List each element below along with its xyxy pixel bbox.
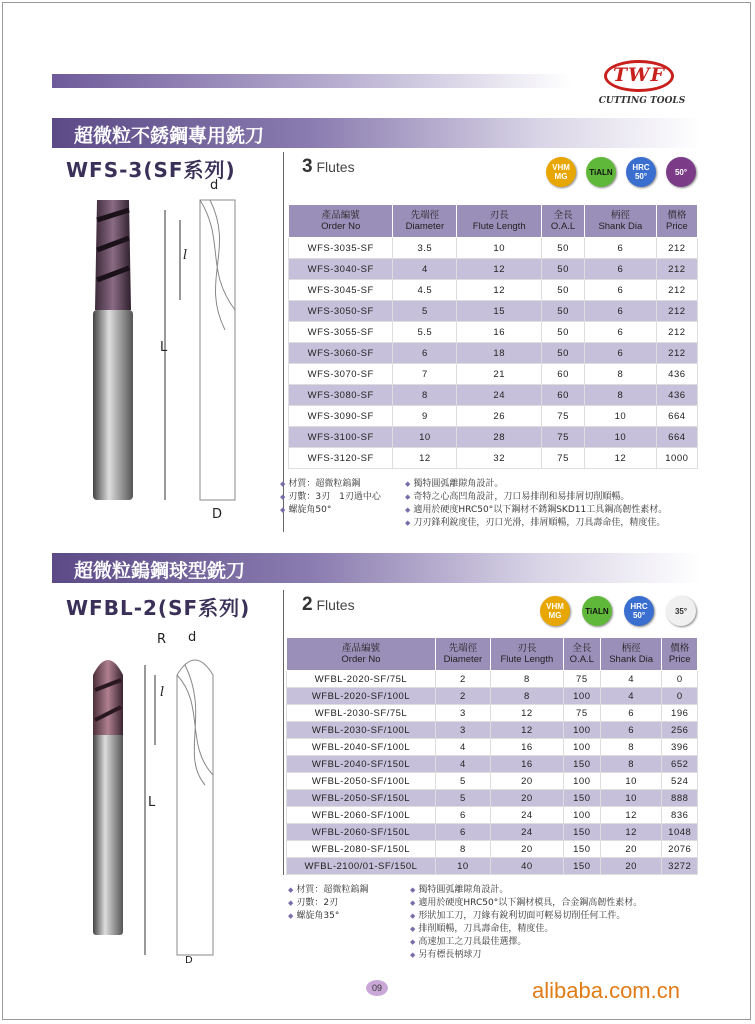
table-cell: 21	[457, 364, 542, 385]
table-cell: 16	[457, 322, 542, 343]
table-cell: 12	[457, 259, 542, 280]
note-item: ◆ 材質：超微粒鎢鋼	[288, 884, 368, 897]
table-cell: 2076	[662, 841, 698, 858]
table-cell: 212	[656, 238, 697, 259]
table-cell: WFBL-2100/01-SF/150L	[287, 858, 436, 875]
table-cell: 3	[435, 705, 490, 722]
table-cell: 664	[656, 427, 697, 448]
section2-title-bar	[52, 553, 702, 583]
table-cell: 10	[393, 427, 457, 448]
table-cell: 6	[585, 301, 657, 322]
section1-title: 超微粒不銹鋼專用銑刀	[74, 125, 265, 147]
note-item: ◆ 刀刃鋒利銳度佳，刃口光滑，排屑順暢，刀具壽命佳，精度佳。	[405, 517, 667, 530]
table-row	[287, 739, 698, 756]
table-cell: 6	[600, 705, 662, 722]
column-header: 價格 Price	[662, 638, 698, 671]
table-row	[287, 807, 698, 824]
table-cell: 150	[563, 756, 600, 773]
table-row	[287, 773, 698, 790]
table-row	[287, 824, 698, 841]
column-header: 刃長 Flute Length	[490, 638, 563, 671]
table-cell: 24	[490, 824, 563, 841]
table-row	[289, 448, 698, 469]
table-row	[289, 427, 698, 448]
table-cell: 2	[435, 671, 490, 688]
table-cell: 4	[600, 688, 662, 705]
note-item: ◆ 刃數：3刃 1刃過中心	[280, 491, 381, 504]
section1-spec-table	[288, 204, 698, 469]
column-header: 價格 Price	[656, 205, 697, 238]
logo-text: TWF	[613, 64, 665, 86]
table-cell: 32	[457, 448, 542, 469]
dim-D: D	[212, 507, 223, 522]
flutes-number: 3	[302, 156, 313, 177]
note-item: ◆ 適用於硬度HRC50°以下鋼材不銹鋼SKD11工具鋼高韌性素材。	[405, 504, 667, 517]
table-cell: 3	[435, 722, 490, 739]
table-cell: WFBL-2030-SF/75L	[287, 705, 436, 722]
table-cell: 75	[563, 705, 600, 722]
note-item: ◆ 螺旋角50°	[280, 504, 381, 517]
table-cell: 9	[393, 406, 457, 427]
table-row	[289, 406, 698, 427]
logo-subtitle: CUTTING TOOLS	[598, 96, 686, 106]
table-cell: WFBL-2050-SF/100L	[287, 773, 436, 790]
table-cell: 5	[435, 790, 490, 807]
table-cell: 12	[585, 448, 657, 469]
table-cell: 5.5	[393, 322, 457, 343]
column-header: 全長 O.A.L	[542, 205, 585, 238]
ball-mill-illustration	[85, 645, 275, 965]
dim-L: L	[148, 795, 156, 810]
table-header	[287, 638, 698, 671]
helix-angle-badge: 35°	[666, 596, 696, 626]
table-cell: WFS-3050-SF	[289, 301, 393, 322]
table-row	[287, 858, 698, 875]
column-header: 先端徑 Diameter	[393, 205, 457, 238]
table-cell: WFS-3100-SF	[289, 427, 393, 448]
table-cell: 50	[542, 280, 585, 301]
table-cell: 396	[662, 739, 698, 756]
table-cell: 150	[563, 841, 600, 858]
dim-d: d	[188, 630, 197, 645]
table-cell: 2	[435, 688, 490, 705]
table-cell: 4	[393, 259, 457, 280]
table-cell: WFBL-2060-SF/150L	[287, 824, 436, 841]
table-cell: 6	[585, 259, 657, 280]
watermark: alibaba.com.cn	[532, 978, 680, 1003]
table-cell: 6	[585, 280, 657, 301]
table-row	[287, 688, 698, 705]
table-cell: 75	[542, 427, 585, 448]
table-cell: WFBL-2080-SF/150L	[287, 841, 436, 858]
table-cell: 100	[563, 773, 600, 790]
note-item: ◆ 形狀加工刀，刀緣有銳利切面可輕易切削任何工件。	[410, 910, 642, 923]
table-cell: 50	[542, 259, 585, 280]
column-header: 刃長 Flute Length	[457, 205, 542, 238]
vhm-badge: VHM MG	[540, 596, 570, 626]
table-cell: 8	[600, 756, 662, 773]
note-item: ◆ 獨特圓弧離隙角設計。	[405, 478, 667, 491]
table-cell: 436	[656, 364, 697, 385]
table-cell: 0	[662, 688, 698, 705]
table-cell: WFBL-2030-SF/100L	[287, 722, 436, 739]
dim-D: D	[185, 955, 193, 966]
column-header: 全長 O.A.L	[563, 638, 600, 671]
table-cell: 5	[393, 301, 457, 322]
table-cell: WFS-3055-SF	[289, 322, 393, 343]
table-cell: 60	[542, 364, 585, 385]
table-cell: 6	[585, 322, 657, 343]
flutes-number: 2	[302, 594, 313, 615]
table-cell: 212	[656, 259, 697, 280]
table-cell: 6	[585, 343, 657, 364]
table-cell: 16	[490, 756, 563, 773]
table-row	[287, 756, 698, 773]
section2-series: WFBL-2(SF系列)	[66, 596, 251, 620]
note-item: ◆ 適用於硬度HRC50°以下鋼材模具，合金鋼高韌性素材。	[410, 897, 642, 910]
table-cell: 60	[542, 385, 585, 406]
table-cell: 50	[542, 343, 585, 364]
table-cell: 8	[393, 385, 457, 406]
table-row	[289, 259, 698, 280]
dim-R: R	[157, 632, 167, 647]
section1-flutes	[302, 156, 355, 178]
table-cell: 8	[490, 688, 563, 705]
table-cell: 256	[662, 722, 698, 739]
table-cell: 12	[600, 807, 662, 824]
table-cell: 3272	[662, 858, 698, 875]
table-cell: 5	[435, 773, 490, 790]
table-cell: 28	[457, 427, 542, 448]
table-cell: 212	[656, 280, 697, 301]
table-cell: 652	[662, 756, 698, 773]
table-cell: 24	[490, 807, 563, 824]
section1-series: WFS-3(SF系列)	[66, 158, 236, 182]
table-cell: 3.5	[393, 238, 457, 259]
table-cell: 20	[490, 790, 563, 807]
section2-notes-left	[288, 884, 368, 923]
note-item: ◆ 另有標長柄球刀	[410, 949, 642, 962]
table-cell: 10	[585, 406, 657, 427]
table-cell: WFS-3035-SF	[289, 238, 393, 259]
table-cell: 12	[490, 705, 563, 722]
section2-flutes	[302, 594, 355, 616]
helix-angle-badge: 50°	[666, 157, 696, 187]
table-row	[289, 322, 698, 343]
vhm-badge: VHM MG	[546, 157, 576, 187]
table-cell: 8	[490, 671, 563, 688]
table-cell: 16	[490, 739, 563, 756]
table-cell: WFBL-2020-SF/100L	[287, 688, 436, 705]
table-cell: 26	[457, 406, 542, 427]
table-row	[289, 238, 698, 259]
table-cell: 10	[435, 858, 490, 875]
table-row	[289, 280, 698, 301]
divider	[283, 590, 284, 875]
table-cell: 40	[490, 858, 563, 875]
table-cell: 6	[585, 238, 657, 259]
table-cell: WFBL-2040-SF/150L	[287, 756, 436, 773]
table-cell: 212	[656, 322, 697, 343]
table-cell: 75	[542, 448, 585, 469]
note-item: ◆ 奇特之心高凹角設計，刀口易排削和易排屑切削順暢。	[405, 491, 667, 504]
section2-title: 超微粒鎢鋼球型銑刀	[74, 560, 246, 582]
column-header: 柄徑 Shank Dia	[585, 205, 657, 238]
table-cell: WFBL-2050-SF/150L	[287, 790, 436, 807]
table-cell: 8	[435, 841, 490, 858]
table-cell: 100	[563, 688, 600, 705]
table-cell: 7	[393, 364, 457, 385]
table-cell: 212	[656, 301, 697, 322]
table-cell: 150	[563, 858, 600, 875]
table-cell: WFS-3070-SF	[289, 364, 393, 385]
table-cell: 20	[490, 773, 563, 790]
table-cell: 212	[656, 343, 697, 364]
table-cell: WFBL-2060-SF/100L	[287, 807, 436, 824]
section1-notes-right	[405, 478, 667, 530]
note-item: ◆ 刃數：2刃	[288, 897, 368, 910]
table-cell: 150	[563, 790, 600, 807]
table-cell: 524	[662, 773, 698, 790]
flutes-label: Flutes	[316, 597, 355, 613]
dim-d: d	[210, 178, 219, 193]
table-cell: 6	[393, 343, 457, 364]
hrc-badge: HRC 50°	[626, 157, 656, 187]
table-cell: 15	[457, 301, 542, 322]
twf-logo	[604, 60, 674, 94]
table-cell: 888	[662, 790, 698, 807]
table-cell: 50	[542, 301, 585, 322]
dim-l: l	[183, 248, 188, 263]
table-cell: 20	[490, 841, 563, 858]
table-cell: 20	[600, 841, 662, 858]
table-cell: 1000	[656, 448, 697, 469]
column-header: 先端徑 Diameter	[435, 638, 490, 671]
table-cell: 100	[563, 807, 600, 824]
tialn-badge: TiALN	[586, 157, 616, 187]
tialn-badge: TiALN	[582, 596, 612, 626]
table-row	[289, 343, 698, 364]
table-header	[289, 205, 698, 238]
table-cell: 6	[600, 722, 662, 739]
table-cell: 4	[600, 671, 662, 688]
table-cell: 100	[563, 739, 600, 756]
table-cell: 836	[662, 807, 698, 824]
column-header: 產品編號 Order No	[289, 205, 393, 238]
table-cell: 196	[662, 705, 698, 722]
table-cell: 8	[585, 385, 657, 406]
table-cell: WFS-3045-SF	[289, 280, 393, 301]
table-cell: WFS-3090-SF	[289, 406, 393, 427]
table-cell: 4	[435, 739, 490, 756]
table-cell: 12	[457, 280, 542, 301]
table-cell: 4.5	[393, 280, 457, 301]
table-cell: 20	[600, 858, 662, 875]
table-cell: 10	[600, 790, 662, 807]
table-cell: 10	[457, 238, 542, 259]
table-cell: 12	[393, 448, 457, 469]
table-cell: 0	[662, 671, 698, 688]
flutes-label: Flutes	[316, 159, 355, 175]
table-cell: 50	[542, 238, 585, 259]
section1-title-bar	[52, 118, 702, 148]
table-cell: WFBL-2020-SF/75L	[287, 671, 436, 688]
end-mill-illustration	[85, 180, 275, 520]
table-cell: 24	[457, 385, 542, 406]
table-cell: 75	[563, 671, 600, 688]
table-cell: 150	[563, 824, 600, 841]
header-bar	[52, 74, 572, 88]
hrc-badge: HRC 50°	[624, 596, 654, 626]
table-cell: 6	[435, 824, 490, 841]
dim-l: l	[160, 685, 165, 700]
table-cell: 100	[563, 722, 600, 739]
table-row	[287, 841, 698, 858]
note-item: ◆ 螺旋角35°	[288, 910, 368, 923]
table-row	[287, 705, 698, 722]
table-cell: WFBL-2040-SF/100L	[287, 739, 436, 756]
table-row	[287, 722, 698, 739]
table-cell: 75	[542, 406, 585, 427]
table-cell: 436	[656, 385, 697, 406]
table-row	[287, 671, 698, 688]
page-number: 09	[366, 980, 388, 996]
table-cell: 10	[600, 773, 662, 790]
table-cell: WFS-3120-SF	[289, 448, 393, 469]
section2-spec-table	[286, 637, 698, 875]
table-cell: 12	[490, 722, 563, 739]
table-cell: WFS-3040-SF	[289, 259, 393, 280]
note-item: ◆ 高速加工之刀具最佳選擇。	[410, 936, 642, 949]
section1-notes-left	[280, 478, 381, 517]
note-item: ◆ 排削順暢，刀具壽命佳，精度佳。	[410, 923, 642, 936]
table-cell: 10	[585, 427, 657, 448]
table-cell: 664	[656, 406, 697, 427]
table-cell: 50	[542, 322, 585, 343]
note-item: ◆ 獨特圓弧離隙角設計。	[410, 884, 642, 897]
table-row	[289, 301, 698, 322]
section2-notes-right	[410, 884, 642, 962]
table-cell: 4	[435, 756, 490, 773]
table-row	[289, 364, 698, 385]
dim-L: L	[160, 340, 168, 355]
table-cell: WFS-3060-SF	[289, 343, 393, 364]
column-header: 產品編號 Order No	[287, 638, 436, 671]
table-cell: 18	[457, 343, 542, 364]
column-header: 柄徑 Shank Dia	[600, 638, 662, 671]
table-cell: 8	[600, 739, 662, 756]
note-item: ◆ 材質：超微粒鎢鋼	[280, 478, 381, 491]
divider	[283, 152, 284, 532]
table-cell: 1048	[662, 824, 698, 841]
table-cell: 6	[435, 807, 490, 824]
table-row	[287, 790, 698, 807]
table-cell: 8	[585, 364, 657, 385]
table-cell: 12	[600, 824, 662, 841]
table-cell: WFS-3080-SF	[289, 385, 393, 406]
table-row	[289, 385, 698, 406]
